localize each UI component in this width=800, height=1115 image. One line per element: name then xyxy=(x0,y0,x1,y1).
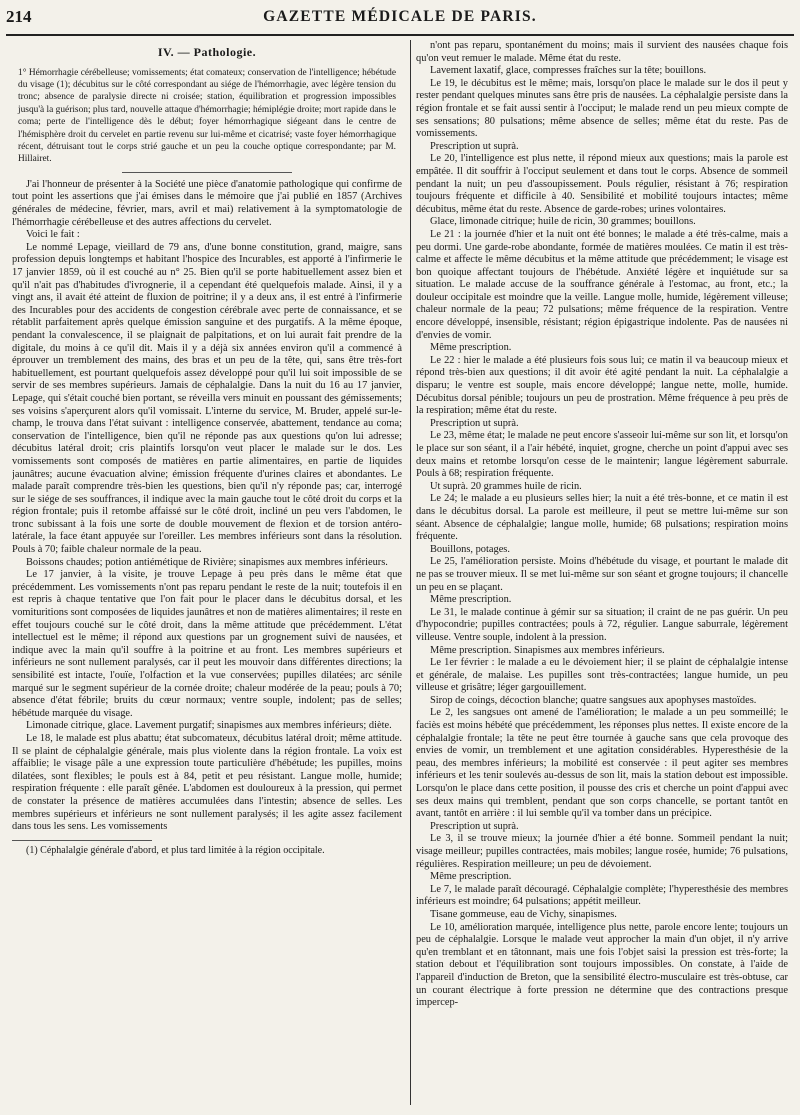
body-paragraph: Limonade citrique, glace. Lavement purgatif; sinapismes aux membres inférieurs; diète. xyxy=(26,720,392,732)
body-paragraph: Le 10, amélioration marquée, intelligence plus nette, parole encore lente; toujours un peu de céphalalgie. Lorsque le malade veut approcher la main d'un objet, il n'y arrive qu'en tremblant et en tâtonnant, mais une fois l'objet saisi la pression est très-forte; la station debout et l'équilibration sont toujours impossibles. On constate, à l'aide de l'appareil d'induction de Breton, que la sensibilité électro-musculaire est très-obtuse, car un courant électrique à forte pression ne détermine que des contractions presque impercep- xyxy=(416,921,788,1009)
footnote-divider xyxy=(12,840,152,841)
body-paragraph: Le 2, les sangsues ont amené de l'amélioration; le malade a un peu sommeillé; le faciès est moins hébété que précédemment, les réponses plus nettes. Il existe encore de la céphalalgie frontale; la tête ne peut être tournée à gauche sans que cela provoque des envies de vomir, un tremblement et une agitation considérables. Hyperesthésie de la peau, des membres inférieurs; la mobilité est conservée : il peut agiter ses membres inférieurs et les tenir soulevés au-dessus de son lit, mais la station debout est impossible. Lorsqu'on le place dans cette position, il pousse des cris et cherche un point d'appui avec ses deux mains qui tremblent, pendant que son corps chancelle, se portant tantôt en avant, tantôt en arrière : il lui semble qu'il va tomber dans un précipice. xyxy=(416,707,788,820)
body-paragraph: Même prescription. Sinapismes aux membres inférieurs. xyxy=(430,644,665,656)
body-paragraph: Le 19, le décubitus est le même; mais, lorsqu'on place le malade sur le dos il peut y rester pendant quelques minutes sans être pris de nausées. La céphalalgie persiste dans la région frontale et se fait aussi sentir à l'occiput; le malade rend un peu mieux compte de ses sensations; 80 pulsations; même absence de selles; même état du reste. Pas de vomissements. xyxy=(416,77,788,140)
body-paragraph: Le 25, l'amélioration persiste. Moins d'hébétude du visage, et pourtant le malade dit ne pas se trouver mieux. Il se met lui-même sur son séant et grogne toujours; il chancelle un peu en se plaçant. xyxy=(416,556,788,593)
body-paragraph: Le 24; le malade a eu plusieurs selles hier; la nuit a été très-bonne, et ce matin il est dans le décubitus dorsal. La parole est meilleure, il peut se mettre lui-même sur son séant. Absence de céphalalgie; langue molle, humide; 68 pulsations; respiration moins fréquente. xyxy=(416,493,788,543)
body-paragraph: Le 20, l'intelligence est plus nette, il répond mieux aux questions; mais la parole est empâtée. Il dit souffrir à l'occiput seulement et dans tout le corps. Absence de sommeil pendant la nuit; un peu d'assoupissement. Pouls régulier, résistant à 76; respiration toujours fréquente et difficile à 40. Sensibilité et mobilité toujours intactes; même décubitus, même état du reste. Absence de garde-robes; urines volontaires. xyxy=(416,153,788,215)
body-paragraph: Le 23, même état; le malade ne peut encore s'asseoir lui-même sur son lit, et lorsqu'on le place sur son séant, il a l'air hébété, inquiet, grogne, cherche un point d'appui avec ses deux mains et retombe lorsqu'on cesse de le maintenir; langue légèrement saburrale. Pouls à 68; respiration fréquente. xyxy=(416,430,788,480)
body-paragraph: Le 31, le malade continue à gémir sur sa situation; il craint de ne pas guérir. Un peu d'hypocondrie; pupilles contractées; pouls à 72, régulier. Langue saburrale, légèrement villeuse. Ventre souple, indolent à la pression. xyxy=(416,606,788,643)
body-paragraph: Prescription ut suprà. xyxy=(430,820,519,832)
body-paragraph: Le nommé Lepage, vieillard de 79 ans, d'une bonne constitution, grand, maigre, sans profession depuis longtemps et habitant l'hospice des Incurables, est apporté à l'infirmerie le 17 janvier 1859, où il est couché au n° 25. Bien qu'il se porte habituellement assez bien et qu'il n'ait pas d'habitudes d'ivrognerie, il a cependant été quelquefois malade. Ainsi, il y a vingt ans, il avait été atteint de fluxion de poitrine; il y a deux ans, il est entré à l'infirmerie des Incurables pour des accidents de congestion cérébrale avec perte de connaissance, et se rétablit parfaitement après quelque émission sanguine et des purgatifs. A la même époque, pendant la convalescence, il se plaignait de palpitations, et on lui aurait fait prendre de la digitale, du moins à ce qu'il dit. Mais il y a déjà six années environ qu'il a commencé à éprouver un tremblement des mains, des bras et un peu de la tête, qui, sans être très-fort habituellement, est pourtant quelquefois assez développé pour qu'il lui soit impossible de se servir de ses membres supérieurs. Jamais de céphalalgie. Dans la nuit du 16 au 17 janvier, Lepage, qui s'était couché bien portant, se réveilla vers minuit en poussant des gémissements; ses voisins s'aperçurent alors qu'il vomissait. L'interne du service, M. Bruder, appelé sur-le-champ, le trouva dans l'état suivant : intelligence conservée, abattement, tendance au coma; conservation de l'intelligence, bien qu'il ne réponde pas aux questions qu'on lui adresse; décubitus latéral droit; cris plaintifs lorsqu'on veut placer le malade sur le dos. Les vomissements sont composés de matières en partie alimentaires, en partie de liquides jaunâtres; aucune évacuation alvine; émission fréquente d'urines claires et abondantes. Le malade paraît comprendre très-bien les questions, bien qu'il n'y réponde pas; car, interrogé sur le siége de ses souffrances, il indique avec la main gauche tout le côté droit du corps et la région frontale; puis il retombe affaissé sur le côté droit, incliné un peu vers l'abdomen, le tronc subissant à la fois une sorte de double mouvement de flexion et de torsion antéro-latérale, la face étant appuyée sur l'oreiller. Les membres inférieurs sont dans la résolution. Pouls à 70; faible chaleur normale de la peau. xyxy=(12,241,402,556)
column-divider xyxy=(410,40,411,1105)
body-paragraph: Glace, limonade citrique; huile de ricin, 30 grammes; bouillons. xyxy=(430,216,696,228)
body-paragraph: Même prescription. xyxy=(430,594,512,606)
article-summary: 1° Hémorrhagie cérébelleuse; vomissements; état comateux; conservation de l'intelligence; hébétude du visage (1); décubitus sur le côté correspondant au siége de l'hémorrhagie, avec légère tension du tronc; absence de paralysie directe ni croisée; station, équilibration et progression impossibles jusqu'à la guérison; plus tard, nouvelle attaque d'hémorrhagie; hémiplégie droite; mort rapide dans le coma; perte de l'intelligence dès le début; foyer hémorrhagique siégeant dans le centre de l'hémisphère droit du cervelet en partie revenu sur lui-même et cicatrisé; vaste foyer hémorrhagique récent, détruisant tout le corps strié gauche et un peu la couche optique correspondante; par M. Hillairet. xyxy=(18,67,396,165)
body-paragraph: Sirop de coings, décoction blanche; quatre sangsues aux apophyses mastoïdes. xyxy=(430,694,757,706)
body-paragraph: Le 1er février : le malade a eu le dévoiement hier; il se plaint de céphalalgie intense et générale, de malaise. Les pupilles sont très-contractées; langue humide, un peu villeuse et grisâtre; léger gargouillement. xyxy=(416,657,788,694)
body-paragraph: Tisane gommeuse, eau de Vichy, sinapismes. xyxy=(430,908,617,920)
body-paragraph: Boissons chaudes; potion antiémétique de Rivière; sinapismes aux membres inférieurs. xyxy=(26,556,388,568)
body-paragraph: Le 7, le malade paraît découragé. Céphalalgie complète; l'hyperesthésie des membres inférieurs est moindre; 64 pulsations; appétit meilleur. xyxy=(416,883,788,908)
body-paragraph: Le 21 : la journée d'hier et la nuit ont été bonnes; le malade a été très-calme, mais a peu dormi. Une garde-robe abondante, formée de matières moulées. Ce matin il est très-calme et affecte le même décubitus et la même attitude que précédemment; le visage est bon quoique affectant toujours de l'hébétude. Anxiété légère et inquiétude sur sa situation. Le malade accuse de la souffrance générale à l'estomac, au front, etc.; la douleur occipitale est moindre que la veille. Langue molle, humide, légèrement villeuse; chaleur normale de la peau; 72 pulsations; même fréquence de la respiration. Ventre encore développé, insensible, résistant; région épigastrique indolente. Pas de nausées ni d'envies de vomir. xyxy=(416,228,788,341)
left-column xyxy=(12,40,402,1105)
footnote: (1) Céphalalgie générale d'abord, et plus tard limitée à la région occipitale. xyxy=(26,844,325,856)
body-paragraph: Prescription ut suprà. xyxy=(430,417,519,429)
page-header xyxy=(6,4,794,36)
journal-title: GAZETTE MÉDICALE DE PARIS. xyxy=(263,8,537,25)
body-paragraph: Même prescription. xyxy=(430,871,512,883)
body-paragraph: Lavement laxatif, glace, compresses fraîches sur la tête; bouillons. xyxy=(430,65,707,77)
body-paragraph: n'ont pas reparu, spontanément du moins; mais il survient des nausées chaque fois qu'on veut remuer le malade. Même état du reste. xyxy=(416,40,788,64)
summary-divider xyxy=(122,172,292,173)
body-paragraph: Le 18, le malade est plus abattu; état subcomateux, décubitus latéral droit; même attitude. Il se plaint de céphalalgie générale, mais plus violente dans la région frontale. La voix est affaiblie; le visage pâle a une expression toute particulière d'hébétude; les pupilles, moins dilatées, sont flexibles; le pouls est à 84, petit et peu résistant. Langue molle, humide; respiration fréquente : elle paraît gênée. L'abdomen est douloureux à la pression, qui permet de constater la présence de matières accumulées dans l'intestin; absence de selles. Les membres supérieurs et inférieurs ne sont nullement paralysés; il les agite assez facilement dans tous les sens. Les vomissements xyxy=(12,732,402,833)
page-number: 214 xyxy=(6,7,32,26)
body-paragraph: Même prescription. xyxy=(430,342,512,354)
right-column xyxy=(416,40,788,1105)
body-paragraph: J'ai l'honneur de présenter à la Société une pièce d'anatomie pathologique qui confirme de tout point les assertions que j'ai émises dans le mémoire que j'ai publié en 1857 (Archives générales de médecine, février, mars, avril et mai) relativement à la symptomatologie de l'hémorrhagie cérébelleuse et des autres affections du cervelet. xyxy=(12,178,402,228)
body-paragraph: Prescription ut suprà. xyxy=(430,140,519,152)
body-paragraph: Bouillons, potages. xyxy=(430,543,510,555)
body-paragraph: Voici le fait : xyxy=(26,229,80,241)
body-paragraph: Le 3, il se trouve mieux; la journée d'hier a été bonne. Sommeil pendant la nuit; visage meilleur; pupilles contractées, mais mobiles; langue rosée, humide; 76 pulsations, régulières. Respiration meilleure; un peu de dévoiement. xyxy=(416,833,788,870)
section-title: IV. — Pathologie. xyxy=(157,45,257,59)
body-paragraph: Le 17 janvier, à la visite, je trouve Lepage à peu près dans le même état que précédemment. Les vomissements n'ont pas reparu pendant le reste de la nuit; toutefois il en est repris à chaque tentative que l'on fait pour le placer dans le décubitus dorsal, et les vomituritions sont composées de liquides jaunâtres et non de matières alimentaires; il reste en effet toujours couché sur le côté droit, dans la même attitude que précédemment. L'état intellectuel est le même; il répond aux questions par un grognement suivi de nausées, et indique avec la main qu'il souffre à la poitrine et au front. Les membres supérieurs et inférieurs ne sont nullement paralysés, car il peut les mouvoir dans différentes directions; la sensibilité est intacte, l'ouïe, l'olfaction et la vue conservées; pupilles dilatées; arc sénile marqué sur le segment supérieur de la cornée droite; chaleur modérée de la peau; pouls à 70; absence d'état fébrile; bruits du cœur normaux; ventre souple, indolent; pas de selles; hébétude marquée du visage. xyxy=(12,569,402,719)
body-paragraph: Le 22 : hier le malade a été plusieurs fois sous lui; ce matin il va beaucoup mieux et répond très-bien aux questions; il dit avoir été agité pendant la nuit. La céphalalgie a disparu; le ventre est souple, mais encore développé; langue nette, molle, humide. Décubitus dorsal pénible; toujours un peu de prostration. Même fréquence à peu près de la respiration; même état du reste. xyxy=(416,354,788,417)
body-paragraph: Ut suprà. 20 grammes huile de ricin. xyxy=(430,480,582,492)
